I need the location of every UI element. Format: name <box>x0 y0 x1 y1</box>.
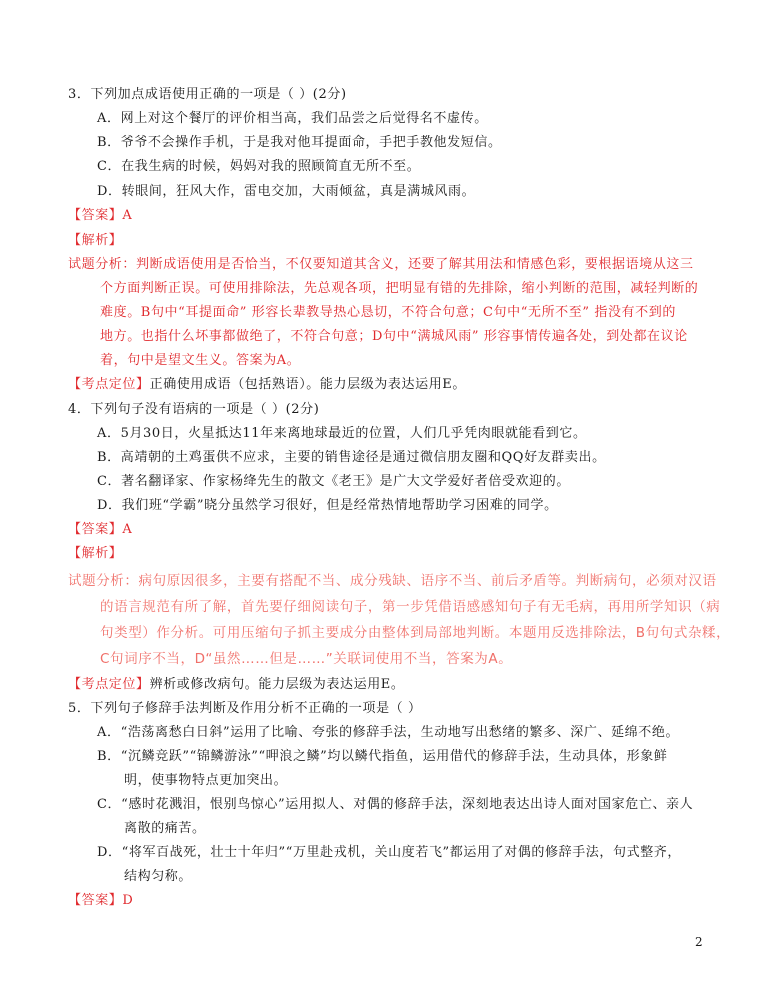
q4-option-c: C．著名翻译家、作家杨绛先生的散文《老王》是广大文学爱好者倍受欢迎的。 <box>97 474 570 489</box>
q3-kaodian-text: 正确使用成语（包括熟语）。能力层级为表达运用E。 <box>149 377 466 392</box>
q5-option-a: A．“浩荡离愁白日斜”运用了比喻、夸张的修辞手法，生动地写出愁绪的繁多、深广、延绵不绝。 <box>97 725 680 740</box>
q3-analysis-line: 地方。也指什么坏事都做绝了，不符合句意；D句中“满城风雨” 形容事情传遍各处，到处都在议论 <box>100 329 688 344</box>
q4-kaodian <box>68 676 405 694</box>
q3-analysis-line: 试题分析：判断成语使用是否恰当，不仅要知道其含义，还要了解其用法和情感色彩，要根据语境从这三 <box>68 257 694 272</box>
q3-analysis-line: 难度。B句中“耳提面命” 形容长辈教导热心恳切，不符合句意；C句中“无所不至” 指没有不到的 <box>100 305 676 320</box>
q4-answer: 【答案】A <box>68 522 133 537</box>
q3-option-d: D．转眼间，狂风大作，雷电交加，大雨倾盆，真是满城风雨。 <box>97 184 476 199</box>
q5-option-c: C．“感时花溅泪，恨别鸟惊心”运用拟人、对偶的修辞手法，深刻地表达出诗人面对国家危亡、亲人 <box>97 797 694 812</box>
q3-analysis-line: 着，句中是望文生义。答案为A。 <box>100 353 301 368</box>
q5-option-d: D．“将军百战死，壮士十年归”“万里赴戎机，关山度若飞”都运用了对偶的修辞手法，句式整齐， <box>97 845 682 860</box>
q3-answer: 【答案】A <box>68 208 133 223</box>
q4-kaodian-text: 辨析或修改病句。能力层级为表达运用E。 <box>149 677 405 692</box>
q3-option-a: A．网上对这个餐厅的评价相当高，我们品尝之后觉得名不虚传。 <box>97 111 488 126</box>
q3-stem: 3．下列加点成语使用正确的一项是（ ）(2分) <box>68 87 347 102</box>
q4-stem: 4．下列句子没有语病的一项是（ ）(2分) <box>68 402 320 417</box>
q3-option-b: B．爷爷不会操作手机，于是我对他耳提面命，手把手教他发短信。 <box>97 135 502 150</box>
q5-stem: 5．下列句子修辞手法判断及作用分析不正确的一项是（ ） <box>68 701 422 716</box>
q5-option-d-cont: 结构匀称。 <box>124 869 193 884</box>
q4-analysis-line: 试题分析：病句原因很多，主要有搭配不当、成分残缺、语序不当、前后矛盾等。判断病句，必须对汉语 <box>68 573 717 589</box>
q4-option-b: B．高靖朝的土鸡蛋供不应求，主要的销售途径是通过微信朋友圈和QQ好友群卖出。 <box>97 450 606 465</box>
q4-analysis-line: 句类型）作分析。可用压缩句子抓主要成分由整体到局部地判断。本题用反选排除法，B句句式杂糅， <box>100 625 731 641</box>
q4-option-d: D．我们班“学霸”晓分虽然学习很好，但是经常热情地帮助学习困难的同学。 <box>97 498 558 513</box>
q3-analysis-label: 【解析】 <box>68 233 123 248</box>
q3-analysis-line: 个方面判断正误。可使用排除法，先总观各项，把明显有错的先排除，缩小判断的范围，减轻判断的 <box>100 281 699 296</box>
q4-option-a: A．5月30日，火星抵达11年来离地球最近的位置，人们几乎凭肉眼就能看到它。 <box>97 426 587 441</box>
q4-kaodian-label: 【考点定位】 <box>68 677 150 692</box>
q3-kaodian <box>68 376 466 394</box>
q5-answer: 【答案】D <box>68 893 134 908</box>
q3-kaodian-label: 【考点定位】 <box>68 377 150 392</box>
page-number: 2 <box>695 935 703 949</box>
q4-analysis-line: C句词序不当，D“虽然……但是……”关联词使用不当，答案为A。 <box>100 651 513 667</box>
q3-option-c: C．在我生病的时候，妈妈对我的照顾简直无所不至。 <box>97 159 421 174</box>
q5-option-c-cont: 离散的痛苦。 <box>124 821 206 836</box>
q5-option-b-cont: 明，使事物特点更加突出。 <box>124 773 288 788</box>
q4-analysis-label: 【解析】 <box>68 546 123 561</box>
q4-analysis-line: 的语言规范有所了解，首先要仔细阅读句子，第一步凭借语感感知句子有无毛病，再用所学知识（病 <box>100 599 721 615</box>
q5-option-b: B．“沉鳞竞跃”“锦鳞游泳”“呷浪之鳞”均以鳞代指鱼，运用借代的修辞手法，生动具体，形象鲜 <box>97 749 668 764</box>
